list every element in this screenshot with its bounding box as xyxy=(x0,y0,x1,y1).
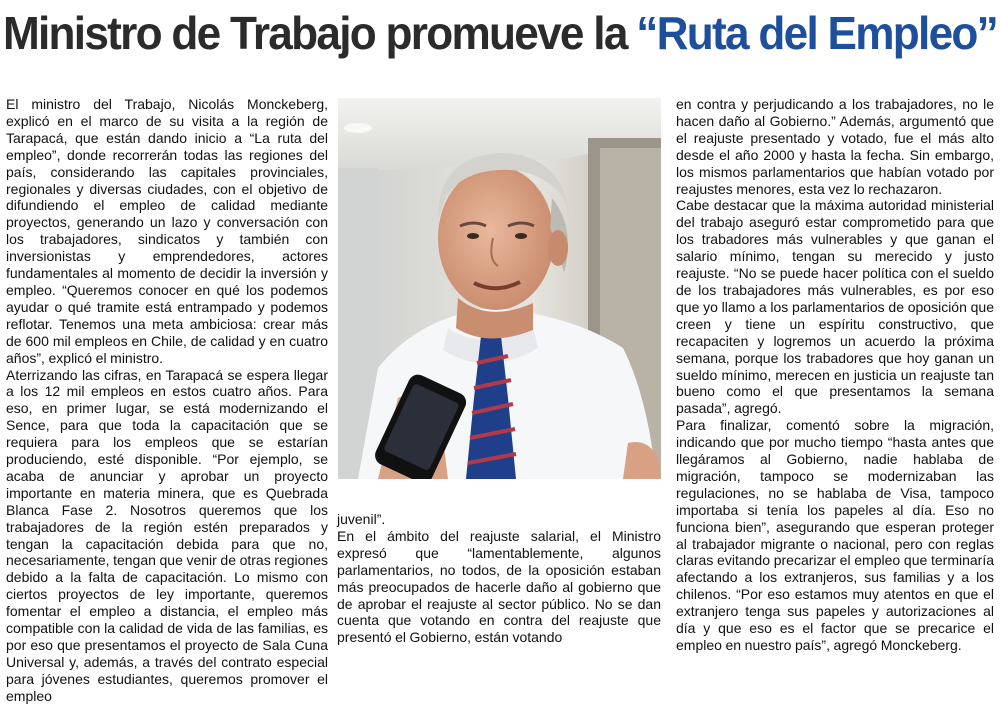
headline-part-2: “Ruta del Empleo” xyxy=(636,7,998,59)
paragraph-intro: El ministro del Trabajo, Nicolás Monckeberg, explicó en el marco de su visita a la región de Tarapacá, que están dando inicio a “La ruta del empleo”, donde recorrerán todas las regiones del país, considerando las capitales provinciales, regionales y diversas ciudades, con el objetivo de difundiendo el empleo de calidad mediante proyectos, generando un lazo y conversación con los trabajadores, sindicatos y también con inversionistas y emprendedores, actores fundamentales al momento de decidir la inversión y empleo. “Queremos conocer en qué los podemos ayudar o qué tramite está entrampado y podemos reflotar. Tenemos una meta ambiciosa: crear más de 600 mil empleos en Chile, de calidad y en cuatro años”, explicó el ministro. xyxy=(6,96,328,366)
paragraph-juvenil: juvenil”. xyxy=(337,511,386,527)
paragraph-tarapaca: Aterrizando las cifras, en Tarapacá se espera llegar a los 12 mil empleos en estos cuatro años. Para eso, en primer lugar, se está modernizando el Sence, para que toda la capacitación que se requiera para los empleos que se estarían produciendo, esté disponible. “Por ejemplo, se acaba de anunciar y aprobar un proyecto importante en materia minera, que es Quebrada Blanca Fase 2. Nosotros queremos que los trabajadores de la región estén preparados y tengan la capacitación debida para que no, necesariamente, tengan que venir de otras regiones debido a la falta de capacitación. Lo mismo con ciertos proyectos de ley importante, queremos fomentar el empleo a distancia, el empleo más compatible con la calidad de vida de las familias, es por eso que presentamos el proyecto de Sala Cuna Universal y, además, a través del contrato especial para jóvenes estudiantes, queremos promover el empleo xyxy=(6,366,328,704)
headline xyxy=(2,0,998,66)
article-column-middle xyxy=(337,511,661,646)
paragraph-salario-minimo: Cabe destacar que la máxima autoridad ministerial del trabajo aseguró estar comprometido para que los trabadores más vulnerables y que ganan el salario mínimo, tengan su merecido y justo reajuste. “No se puede hacer política con el sueldo de los trabajadores más vulnerables, es por eso que yo llamo a los parlamentarios de oposición que creen y tiene un espíritu constructivo, que recapaciten y logremos un acuerdo la próxima semana, porque los trabadores que hoy ganan un sueldo mínimo, merecen en justicia un reajuste tan bueno como el que presentamos la semana pasada”, agregó. xyxy=(676,197,994,417)
paragraph-reajuste: En el ámbito del reajuste salarial, el Ministro expresó que “lamentablemente, algunos parlamentarios, no todos, de la oposición estaban más preocupados de hacerle daño al gobierno que de aprobar el reajuste al sector público. No se dan cuenta que votando en contra del reajuste que presentó el Gobierno, están votando xyxy=(337,527,661,646)
article-column-right xyxy=(676,96,994,654)
article-column-left xyxy=(6,96,328,705)
paragraph-migracion: Para finalizar, comentó sobre la migración, indicando que por mucho tiempo “hasta antes que llegáramos al Gobierno, nadie hablaba de migración, tampoco se modernizaban las regulaciones, no se hablaba de Visa, tampoco importaba si tenía los papeles al día. Eso no funciona bien”, asegurando que esperan proteger al trabajador migrante o nacional, pero con reglas claras evitando precarizar el empleo que terminaría afectando a los extranjeros, sus familias y a los chilenos. “Por eso estamos muy atentos en que el extranjero tenga sus papeles y autorizaciones al día y que eso es el factor que se precarice el empleo en nuestro país”, agregó Monckeberg. xyxy=(676,417,994,653)
minister-photo-illustration xyxy=(338,98,661,479)
paragraph-en-contra: en contra y perjudicando a los trabajadores, no le hacen daño al Gobierno.” Además, argumentó que el reajuste presentado y votado, fue el más alto desde el año 2000 y hasta la fecha. Sin embargo, los mismos parlamentarios que habían votado por reajustes menores, esta vez lo rechazaron. xyxy=(676,96,994,197)
photo-minister xyxy=(338,98,661,479)
headline-part-1: Ministro de Trabajo promueve la xyxy=(2,7,627,59)
